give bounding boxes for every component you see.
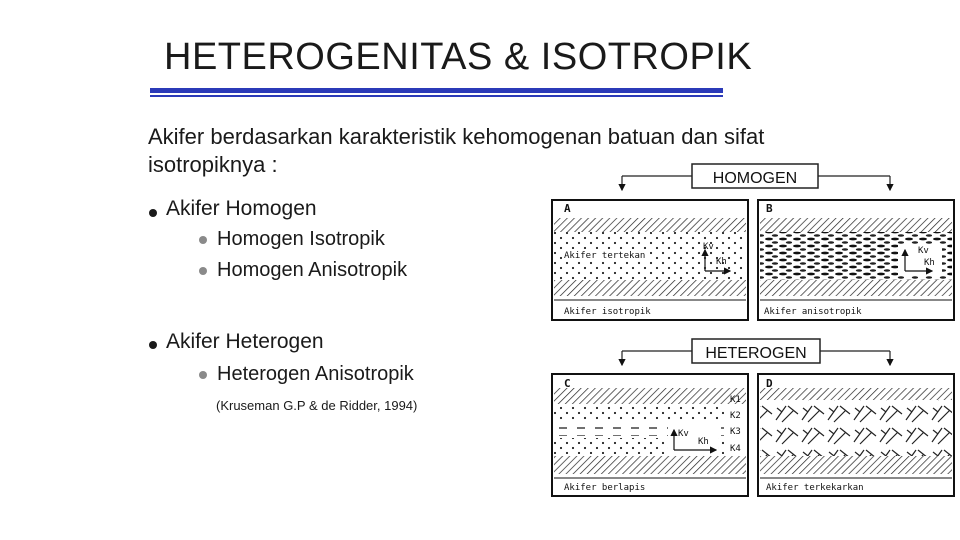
sub-bullet-homogen-anisotropik: Homogen Anisotropik [217,259,408,281]
panel-c [552,374,748,496]
panel-c-letter: C [564,377,571,390]
bullet-dot [149,341,157,349]
layer-k1-label: K1 [730,395,741,405]
homogen-header: HOMOGEN [712,170,798,187]
layer-k2-label: K2 [730,411,741,421]
heterogen-header: HETEROGEN [705,345,807,362]
layer-k4-label: K4 [730,444,741,454]
panel-a [552,200,748,320]
panel-d-caption: Akifer terkekarkan [766,483,864,493]
title-underline [150,88,723,93]
panel-a-caption: Akifer isotropik [564,307,651,317]
kh-label: Kh [716,257,727,267]
reference-citation: (Kruseman G.P & de Ridder, 1994) [216,398,418,413]
kh-label: Kh [698,437,709,447]
bullet-dot [149,209,157,217]
kh-label: Kh [924,258,935,268]
panel-d-letter: D [766,377,773,390]
sub-bullet-homogen-isotropik: Homogen Isotropik [217,228,385,250]
aquifer-figure [540,160,960,500]
sub-bullet-dot [199,267,207,275]
layer-k3-label: K3 [730,427,741,437]
panel-a-inner-label: Akifer tertekan [564,251,646,261]
title-underline-thin [150,95,723,97]
slide-title: HETEROGENITAS & ISOTROPIK [164,36,753,78]
sub-bullet-dot [199,236,207,244]
sub-bullet-dot [199,371,207,379]
panel-d [758,374,954,496]
bullet-akifer-heterogen: Akifer Heterogen [166,330,324,353]
bullet-akifer-homogen: Akifer Homogen [166,197,317,220]
panel-c-caption: Akifer berlapis [564,483,646,493]
intro-text: Akifer berdasarkan karakteristik kehomogenan batuan dan sifat isotropiknya : [148,124,765,177]
kv-label: Kv [703,242,714,252]
panel-b-caption: Akifer anisotropik [764,307,862,317]
sub-bullet-heterogen-anisotropik: Heterogen Anisotropik [217,363,414,385]
kv-label: Kv [678,429,689,439]
panel-b [758,200,954,320]
panel-a-letter: A [564,202,571,215]
panel-b-letter: B [766,202,773,215]
kv-label: Kv [918,246,929,256]
